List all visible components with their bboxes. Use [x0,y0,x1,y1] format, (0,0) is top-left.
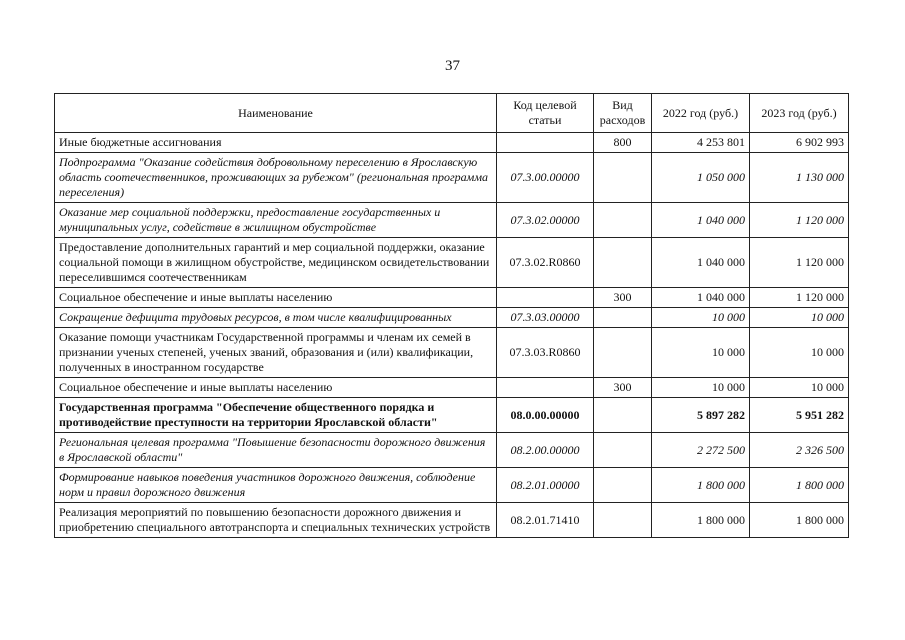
row-2023: 6 902 993 [750,133,849,153]
row-2023: 10 000 [750,378,849,398]
row-name: Иные бюджетные ассигнования [55,133,497,153]
row-type [594,238,652,288]
table-row [55,398,849,433]
row-2022: 5 897 282 [652,398,750,433]
row-2023: 1 120 000 [750,238,849,288]
row-type [594,398,652,433]
row-type [594,468,652,503]
row-2023: 5 951 282 [750,398,849,433]
row-name: Сокращение дефицита трудовых ресурсов, в том числе квалифицированных [55,308,497,328]
budget-table [54,93,849,538]
row-type [594,503,652,538]
row-code [497,288,594,308]
row-type [594,153,652,203]
header-type: Вид расходов [594,94,652,133]
header-2023: 2023 год (руб.) [750,94,849,133]
row-code: 07.3.00.00000 [497,153,594,203]
row-code: 07.3.02.00000 [497,203,594,238]
row-code: 07.3.03.R0860 [497,328,594,378]
row-name: Региональная целевая программа "Повышение безопасности дорожного движения в Ярославской области" [55,433,497,468]
row-code: 08.2.01.00000 [497,468,594,503]
table-row [55,288,849,308]
table-row [55,133,849,153]
header-code: Код целевой статьи [497,94,594,133]
row-2022: 2 272 500 [652,433,750,468]
row-code: 07.3.02.R0860 [497,238,594,288]
table-row [55,328,849,378]
table-row [55,503,849,538]
row-2022: 10 000 [652,308,750,328]
table-row [55,203,849,238]
table-row [55,378,849,398]
row-type [594,328,652,378]
row-2023: 10 000 [750,308,849,328]
row-2023: 1 120 000 [750,203,849,238]
header-2022: 2022 год (руб.) [652,94,750,133]
row-name: Формирование навыков поведения участников дорожного движения, соблюдение норм и правил дорожного движения [55,468,497,503]
row-code: 08.0.00.00000 [497,398,594,433]
table-header-row [55,94,849,133]
row-2023: 1 120 000 [750,288,849,308]
row-name: Социальное обеспечение и иные выплаты населению [55,288,497,308]
row-name: Социальное обеспечение и иные выплаты населению [55,378,497,398]
page-number: 37 [445,58,460,74]
row-2023: 10 000 [750,328,849,378]
row-code [497,378,594,398]
table-body [55,133,849,538]
row-type [594,308,652,328]
row-2023: 1 130 000 [750,153,849,203]
row-name: Реализация мероприятий по повышению безопасности дорожного движения и приобретению специального автотранспорта и специальных технических устройств [55,503,497,538]
table-row [55,308,849,328]
row-2023: 1 800 000 [750,503,849,538]
row-code [497,133,594,153]
row-name: Подпрограмма "Оказание содействия добровольному переселению в Ярославскую область соотечественников, проживающих за рубежом" (региональная программа переселения) [55,153,497,203]
row-2023: 1 800 000 [750,468,849,503]
row-2022: 1 040 000 [652,203,750,238]
row-code: 07.3.03.00000 [497,308,594,328]
row-2022: 1 040 000 [652,288,750,308]
row-type [594,433,652,468]
table-row [55,468,849,503]
table-row [55,153,849,203]
row-2023: 2 326 500 [750,433,849,468]
row-code: 08.2.01.71410 [497,503,594,538]
row-type: 300 [594,288,652,308]
row-2022: 1 040 000 [652,238,750,288]
row-2022: 10 000 [652,378,750,398]
row-2022: 1 800 000 [652,468,750,503]
row-code: 08.2.00.00000 [497,433,594,468]
row-2022: 1 800 000 [652,503,750,538]
row-name: Оказание помощи участникам Государственной программы и членам их семей в признании ученых степеней, ученых званий, образования и (или) квалификации, полученных в иностранном государстве [55,328,497,378]
row-2022: 4 253 801 [652,133,750,153]
row-type [594,203,652,238]
table-row [55,238,849,288]
row-name: Оказание мер социальной поддержки, предоставление государственных и муниципальных услуг, содействие в жилищном обустройстве [55,203,497,238]
row-type: 300 [594,378,652,398]
row-type: 800 [594,133,652,153]
table-row [55,433,849,468]
row-name: Предоставление дополнительных гарантий и мер социальной поддержки, оказание социальной помощи в жилищном обустройстве, медицинском освидетельствовании переселившимся соотечественникам [55,238,497,288]
row-name: Государственная программа "Обеспечение общественного порядка и противодействие преступности на территории Ярославской области" [55,398,497,433]
row-2022: 10 000 [652,328,750,378]
header-name: Наименование [55,94,497,133]
row-2022: 1 050 000 [652,153,750,203]
